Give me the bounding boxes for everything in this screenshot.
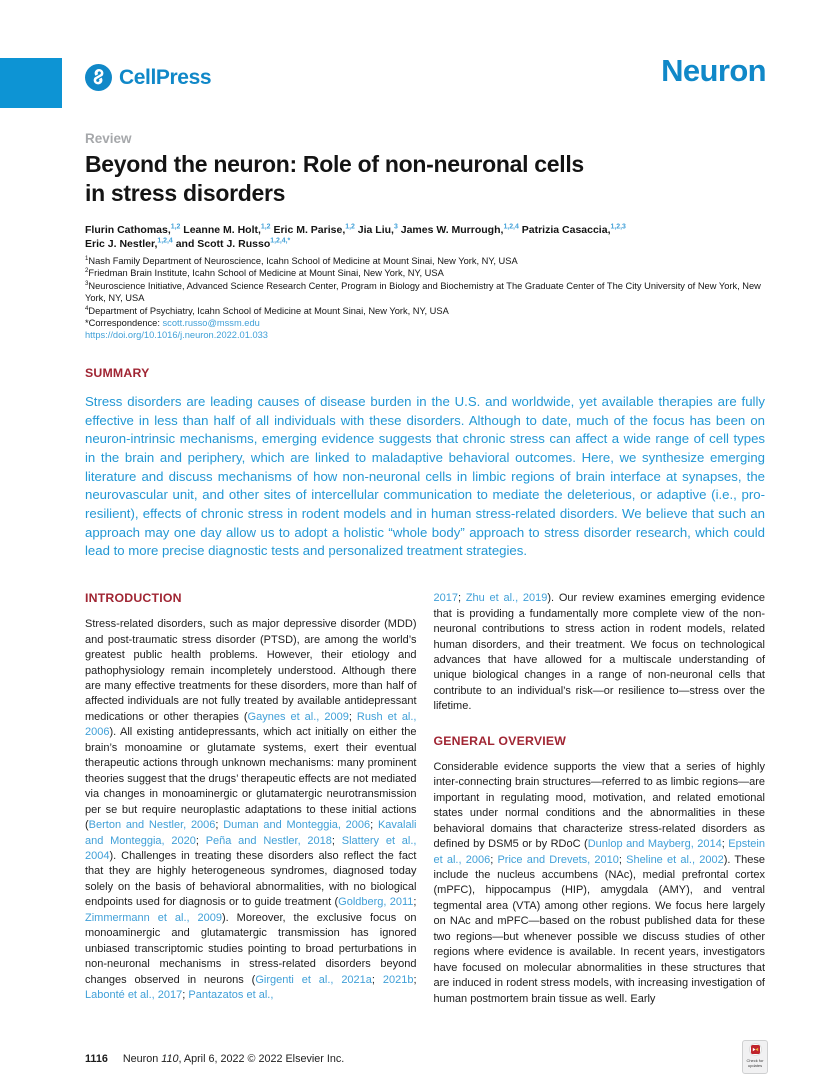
citation-link[interactable]: Zhu et al., 2019 — [465, 592, 548, 605]
superscript-affiliation-ref: 1,2,4,* — [270, 237, 291, 245]
superscript-affiliation-ref: 1,2 — [170, 223, 181, 231]
citation-link[interactable]: Kavalali and Monteggia, 2020 — [85, 819, 417, 847]
general-overview-paragraph: Considerable evidence supports the view that a series of highly inter-connecting brain structures—referred to as limbic regions—are important in regulating mood, motivation, and related emotional states under normal conditions and the abnormalities in these behavioral domains that characterize stress-related disorders as defined by DSM5 or by RDoC (Dunlop and Mayberg, 2014; Epstein et al., 2006; Price and Drevets, 2010; Sheline et al., 2002). These include the nucleus accumbens (NAc), medial prefrontal cortex (mPFC), hippocampus (HIP), amygdala (AMY), and ventral tegmental area (VTA) among other regions. We focus here largely on NAc and mPFC—based on the robust published data for these two regions—but whenever possible we discuss studies of other regions where evidence is available. In recent years, investigators have focused on molecular abnormalities in these structures that are induced in rodent stress models, with increasing investigation of human postmortem brain tissue as well. Early — [433, 760, 765, 1005]
summary-heading: SUMMARY — [85, 365, 150, 380]
page-footer — [85, 1053, 765, 1065]
crossmark-icon — [749, 1043, 762, 1056]
affiliation-1: $^1$Nash Family Department of Neuroscience, Icahn School of Medicine at Mount Sinai, New York, NY, USA — [85, 254, 518, 266]
citation-link[interactable]: Rush et al., 2006 — [85, 710, 417, 739]
summary-section — [85, 366, 765, 561]
correspondence-line: *Correspondence: scott.russo@mssm.edu — [85, 318, 260, 329]
introduction-paragraph: Stress-related disorders, such as major depressive disorder (MDD) and post-traumatic stress disorder (PTSD), are among the world’s greatest public health problems. However, their etiology and pathophysiology remain incompletely understood. Although there are many effective treatments for these disorders, more than half of affected individuals are not fully treated by available antidepressant medications or other therapies (Gaynes et al., 2009; Rush et al., 2006). All existing antidepressants, which act initially on either the brain’s monoamine or glutamate systems, exert their eventual therapeutic actions through unknown mechanisms: many prominent theories suggest that the drugs’ therapeutic effects are not mediated via changes in monoaminergic or glutamatergic neurotransmission per se but require neuroplastic adaptations to these initial actions (Berton and Nestler, 2006; Duman and Monteggia, 2006; Kavalali and Monteggia, 2020; Peña and Nestler, 2018; Slattery et al., 2004). Challenges in treating these disorders also reflect the fact that they are highly heterogeneous syndromes, diagnosed today solely on the basis of behavioral abnormalities, with no biological endpoints used for diagnosis or to guide treatment (Goldberg, 2011; Zimmermann et al., 2009). Moreover, the exclusive focus on monoaminergic and glutamatergic transmission has ignored unbiased transcriptomic studies pointing to broad perturbations in non-neuronal mechanisms in stress-related disorders beyond changes observed in neurons (Girgenti et al., 2021a; 2021b; Labonté et al., 2017; Pantazatos et al., — [85, 618, 417, 1002]
title-line-1: Beyond the neuron: Role of non-neuronal cells — [85, 151, 584, 177]
check-for-updates-badge[interactable] — [742, 1040, 768, 1074]
article-type-label: Review — [85, 131, 132, 146]
superscript-affiliation-ref: 1,2,4 — [503, 223, 519, 231]
introduction-continuation-paragraph: 2017; Zhu et al., 2019). Our review examines emerging evidence that is providing a fundamentally more complete view of the non-neuronal contributions to stress action in rodent models, related human disorders, and their treatment. We focus on technological advances that have allowed for a multiscale understanding of unique biological changes in a range of non-neuronal cells that contribute to an individual’s risk—or resilience to—stress over the lifetime. — [433, 592, 765, 713]
superscript-affiliation-ref: 1,2 — [345, 223, 355, 231]
doi-link-line — [85, 329, 765, 341]
superscript-affiliation-ref: 1 — [85, 254, 89, 262]
citation-link[interactable]: https://doi.org/10.1016/j.neuron.2022.01.033 — [85, 330, 268, 341]
superscript-affiliation-ref: 1,2,3 — [610, 223, 626, 231]
general-overview-heading: GENERAL OVERVIEW — [433, 733, 567, 748]
affiliation-2: $^2$Friedman Brain Institute, Icahn School of Medicine at Mount Sinai, New York, NY, USA — [85, 267, 444, 279]
citation-link[interactable]: Goldberg, 2011 — [338, 896, 414, 909]
cellpress-icon — [85, 64, 112, 91]
citation-link[interactable]: Labonté et al., 2017 — [85, 989, 183, 1002]
superscript-affiliation-ref: 1,2,4 — [157, 237, 173, 245]
affiliation-4: $^4$Department of Psychiatry, Icahn School of Medicine at Mount Sinai, New York, NY, USA — [85, 304, 449, 316]
journal-wordmark: Neuron — [661, 53, 766, 88]
footer-date-copyright: , April 6, 2022 © 2022 Elsevier Inc. — [178, 1053, 345, 1065]
author-list: Flurin Cathomas,$^{1,2}$ Leanne M. Holt,$^{1,2}$ Eric M. Parise,$^{1,2}$ Jia Liu,$^3$ James W. Murrough,$^{1,2,4}$ Patrizia Casaccia,$^{1,2,3}$ Eric J. Nestler,$^{1,2,4}$ and Scott J. Russo$^{1,2,4,*}$ — [85, 223, 626, 250]
citation-link[interactable]: scott.russo@mssm.edu — [162, 318, 260, 329]
cellpress-wordmark: CellPress — [119, 65, 212, 89]
brand-corner-block — [0, 58, 62, 108]
citation-link[interactable]: Peña and Nestler, 2018 — [205, 834, 332, 847]
citation-link[interactable]: Pantazatos et al., — [188, 989, 274, 1002]
citation-link[interactable]: Sheline et al., 2002 — [626, 853, 724, 866]
right-column — [434, 591, 766, 1007]
citation-link[interactable]: Slattery et al., 2004 — [85, 834, 417, 862]
affiliations — [85, 255, 765, 342]
citation-link[interactable]: Berton and Nestler, 2006 — [88, 819, 216, 832]
page-number: 1116 — [85, 1053, 108, 1065]
title-line-2: in stress disorders — [85, 179, 286, 206]
article-content — [85, 131, 765, 1007]
introduction-heading: INTRODUCTION — [85, 591, 182, 606]
superscript-affiliation-ref: 2 — [85, 267, 89, 275]
footer-volume: 110 — [161, 1053, 179, 1065]
superscript-affiliation-ref: 3 — [393, 223, 398, 231]
citation-link[interactable]: Dunlop and Mayberg, 2014 — [587, 838, 722, 851]
citation-link[interactable]: Duman and Monteggia, 2006 — [223, 819, 371, 832]
citation-link[interactable]: Price and Drevets, 2010 — [497, 853, 619, 866]
footer-journal: Neuron — [122, 1053, 162, 1065]
citation-link[interactable]: Gaynes et al., 2009 — [247, 710, 349, 723]
check-for-updates-label: Check for updates — [746, 1058, 764, 1068]
citation-link[interactable]: Zimmermann et al., 2009 — [85, 911, 222, 924]
superscript-affiliation-ref: 1,2 — [260, 223, 271, 231]
citation-link[interactable]: 2021b — [382, 973, 414, 986]
citation-link[interactable]: Epstein et al., 2006 — [433, 838, 765, 866]
superscript-affiliation-ref: 3 — [85, 279, 89, 287]
superscript-affiliation-ref: 4 — [85, 304, 89, 312]
citation-link[interactable]: 2017 — [433, 592, 458, 605]
left-column — [85, 591, 417, 1007]
affiliation-3: $^3$Neuroscience Initiative, Advanced Science Research Center, Program in Biology and Biochemistry at The Graduate Center of The City University of New York, New York, NY, USA — [85, 279, 761, 304]
citation-link[interactable]: Girgenti et al., 2021a — [255, 973, 372, 986]
summary-paragraph: Stress disorders are leading causes of disease burden in the U.S. and worldwide, yet available therapies are fully effective in less than half of all individuals with these disorders. Although to date, much of the focus has been on neuron-intrinsic mechanisms, emerging evidence suggests that chronic stress can affect a wide range of cell types in the brain and periphery, which are linked to maladaptive behavioral outcomes. Here, we synthesize emerging literature and discuss mechanisms of how non-neuronal cells in limbic regions of brain interface at synapses, the neurovascular unit, and other sites of intercellular communication to mediate the deleterious, or adaptive (i.e., pro-resilient), effects of chronic stress in rodent models and in human stress-related disorders. We believe that such an approach may one day allow us to adopt a holistic “whole body” approach to stress disorder research, which could lead to more precise diagnostic tests and personalized treatment strategies. — [85, 393, 765, 559]
two-column-body — [85, 591, 765, 1007]
cellpress-logo — [85, 64, 211, 91]
article-title — [85, 150, 765, 207]
